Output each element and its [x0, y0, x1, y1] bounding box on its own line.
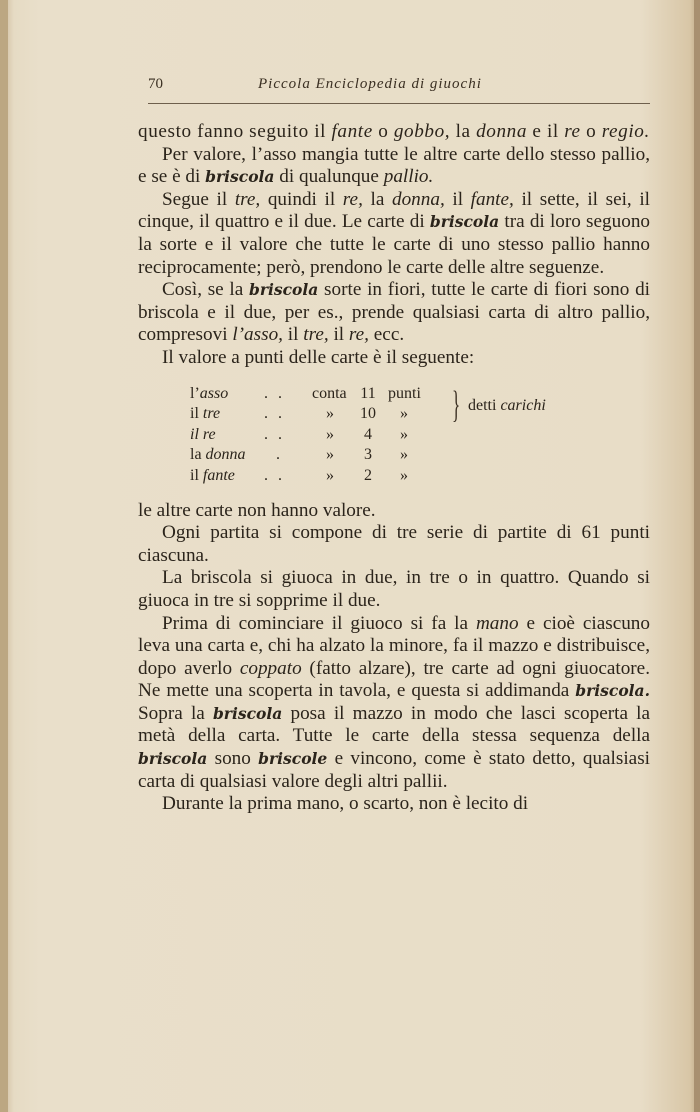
- text-run: il: [444, 188, 471, 210]
- bracket-note: detti carichi: [468, 396, 546, 414]
- text-run: Sopra la: [138, 702, 213, 724]
- text-run: Il valore a punti delle carte è il seguente:: [162, 346, 475, 368]
- text-run: questo fanno seguito il: [138, 121, 332, 142]
- text-run: il sette, il sei, il cinque, il quattro e il due. Le carte di: [138, 188, 650, 233]
- body-text: [138, 121, 650, 816]
- italic-term: regio.: [601, 121, 650, 142]
- text-run: Prima di cominciare il giuoco si fa la: [162, 612, 476, 634]
- leader-dots: . .: [264, 384, 285, 402]
- text-run: Così, se la: [162, 279, 249, 301]
- page-header: [148, 74, 650, 98]
- paragraph: [138, 567, 650, 612]
- text-run: (fatto alzare), tre carte ad ogni giuocatore. Ne mette una scoperta in tavola, e questa si addimanda: [138, 657, 650, 702]
- text-run: e cioè ciascuno leva una carta e, chi ha alzato la minore, fa il mazzo e distribuisce, dopo averlo: [138, 612, 650, 679]
- points-unit: punti: [388, 384, 421, 402]
- text-run: sorte in fiori, tutte le carte di fiori sono di briscola e il due, per es., prende qualsiasi carta di altro pallio, compresovi: [138, 279, 650, 346]
- leader-dots: . .: [264, 466, 285, 484]
- text-run: Segue il: [162, 188, 235, 210]
- emphasis-term: briscola: [205, 167, 275, 187]
- card-name: la donna: [190, 446, 246, 464]
- text-run: tra di loro seguono la sorte e il valore che tutte le carte di uno stesso pallio hanno reciprocamente; però, prendono le carte delle altre seguenze.: [138, 211, 651, 278]
- paragraph: [138, 500, 650, 523]
- points-unit: »: [400, 466, 408, 484]
- italic-term: tre,: [303, 324, 329, 346]
- text-run: Durante la prima mano, o scarto, non è lecito di: [162, 793, 529, 815]
- verb: »: [326, 425, 334, 443]
- text-run: o: [580, 121, 602, 142]
- emphasis-term: briscole: [258, 749, 328, 769]
- right-brace-icon: }: [452, 383, 461, 426]
- points-value: 2: [364, 466, 372, 484]
- text-run: ecc.: [368, 324, 405, 346]
- italic-term: donna,: [391, 188, 445, 210]
- italic-term: re,: [342, 188, 363, 210]
- points-unit: »: [400, 425, 408, 443]
- page-gutter-edge: [0, 0, 8, 1112]
- italic-term: re,: [348, 324, 369, 346]
- card-name: il re: [190, 425, 216, 443]
- emphasis-term: briscola: [212, 703, 283, 723]
- paragraph: [138, 279, 650, 347]
- leader-dots: .: [276, 446, 283, 464]
- points-row: [190, 466, 490, 486]
- text-run: le altre carte non hanno valore.: [138, 499, 376, 521]
- paragraph: [138, 613, 650, 794]
- paragraph: [138, 144, 650, 189]
- verb: conta: [312, 384, 347, 402]
- text-run: Per valore, l’asso mangia tutte le altre carte dello stesso pallio, e se è di: [138, 143, 650, 188]
- text-run: la: [362, 188, 392, 210]
- paragraph: [138, 793, 650, 816]
- text-run: quindi il: [260, 188, 343, 210]
- italic-term: re: [564, 121, 581, 142]
- points-value: 3: [364, 446, 372, 464]
- italic-term: donna: [476, 121, 528, 142]
- points-value: 10: [360, 405, 376, 423]
- text-run: o: [372, 121, 394, 142]
- italic-term: coppato: [239, 657, 302, 679]
- text-run: posa il mazzo in modo che lasci scoperta la metà della carta. Tutte le carte della stessa sequenza della: [138, 702, 650, 747]
- italic-term: pallio.: [383, 166, 434, 188]
- verb: »: [326, 446, 334, 464]
- emphasis-term: briscola: [249, 280, 319, 300]
- emphasis-term: briscola: [138, 749, 208, 769]
- points-row: [190, 384, 490, 404]
- points-unit: »: [400, 446, 408, 464]
- text-run: il: [282, 324, 304, 346]
- points-row: [190, 445, 490, 465]
- text-run: il: [328, 324, 349, 346]
- text-run: e il: [527, 121, 565, 142]
- text-run: Ogni partita si compone di tre serie di partite di 61 punti ciascuna.: [138, 522, 650, 566]
- text-run: La briscola si giuoca in due, in tre o in quattro. Quando si giuoca in tre si sopprime il due.: [138, 567, 650, 611]
- paragraph: [138, 522, 650, 567]
- card-name: l’asso: [190, 384, 229, 402]
- verb: »: [326, 405, 334, 423]
- emphasis-term: briscola: [429, 212, 500, 232]
- paragraph: [138, 121, 650, 144]
- running-title: Piccola Enciclopedia di giuochi: [258, 76, 482, 92]
- italic-term: fante: [331, 121, 373, 142]
- points-row: [190, 404, 490, 424]
- text-run: di qualunque: [274, 166, 384, 188]
- page-number: 70: [148, 76, 163, 92]
- points-value: 4: [364, 425, 372, 443]
- emphasis-term: briscola.: [575, 681, 650, 701]
- page-fore-edge: [694, 0, 700, 1112]
- points-unit: »: [400, 405, 408, 423]
- points-value: 11: [360, 384, 376, 402]
- italic-term: gobbo,: [393, 121, 451, 142]
- card-name: il fante: [190, 466, 235, 484]
- card-name: il tre: [190, 405, 221, 423]
- leader-dots: . .: [264, 425, 285, 443]
- paragraph: [138, 347, 650, 370]
- leader-dots: . .: [264, 405, 285, 423]
- text-run: e vincono, come è stato detto, qualsiasi carta di qualsiasi valore degli altri pallii.: [138, 748, 650, 792]
- points-row: [190, 425, 490, 445]
- verb: »: [326, 466, 334, 484]
- italic-term: tre,: [234, 188, 261, 210]
- italic-term: l’asso,: [232, 324, 283, 346]
- text-run: la: [450, 121, 477, 142]
- header-rule: [148, 103, 650, 104]
- points-table: [190, 384, 610, 488]
- paragraph: [138, 189, 650, 279]
- text-run: sono: [207, 748, 259, 770]
- italic-term: mano: [475, 612, 519, 634]
- italic-term: fante,: [470, 188, 514, 210]
